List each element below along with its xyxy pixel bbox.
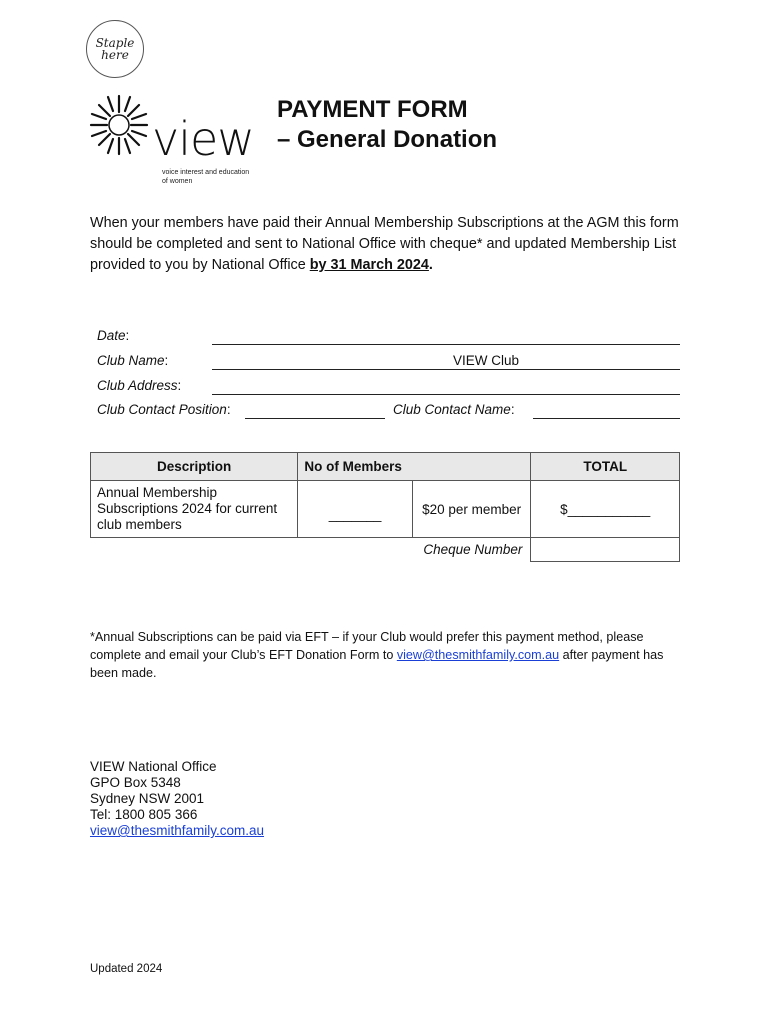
logo-tagline: voice interest and education of women <box>162 169 250 185</box>
contact-name-label: Club Contact Name: <box>393 402 515 417</box>
row-description: Annual Membership Subscriptions 2024 for current club members <box>91 481 298 538</box>
staple-here-badge <box>86 20 144 78</box>
updated-note: Updated 2024 <box>90 963 163 975</box>
header-members: No of Members <box>298 453 531 481</box>
cheque-number-field[interactable] <box>531 538 680 562</box>
form-title-line1: PAYMENT FORM <box>277 96 468 123</box>
intro-end: . <box>428 257 433 273</box>
office-address <box>90 759 264 839</box>
office-name: VIEW National Office <box>90 759 217 774</box>
membership-table <box>90 452 680 562</box>
table-header-row <box>91 453 680 481</box>
club-name-label: Club Name: <box>97 353 169 368</box>
intro-text: When your members have paid their Annual Membership Subscriptions at the AGM this form should be completed and sent to National Office with cheque* and updated Membership List provided to you by National Office <box>90 215 679 273</box>
eft-end: after payment has been made. <box>90 648 664 680</box>
date-label: Date: <box>97 328 130 343</box>
office-tel: Tel: 1800 805 366 <box>90 807 198 822</box>
intro-deadline: by 31 March 2024 <box>309 257 429 273</box>
cheque-number-label: Cheque Number <box>423 542 523 558</box>
members-count-field[interactable]: _______ <box>298 481 412 538</box>
date-field[interactable] <box>212 344 680 345</box>
eft-note <box>90 628 690 682</box>
eft-text: *Annual Subscriptions can be paid via EFT – if your Club would prefer this payment method, please complete and email your Club’s EFT Donation Form to <box>90 630 644 662</box>
office-box: GPO Box 5348 <box>90 775 181 790</box>
view-logo <box>88 92 254 192</box>
club-address-field[interactable] <box>212 394 680 395</box>
contact-position-field[interactable] <box>245 418 385 419</box>
table-row <box>91 481 680 538</box>
header-description: Description <box>91 453 298 481</box>
eft-email-link[interactable]: view@thesmithfamily.com.au <box>396 648 560 662</box>
club-name-field[interactable] <box>212 369 680 370</box>
header-total: TOTAL <box>531 453 680 481</box>
club-address-label: Club Address: <box>97 378 182 393</box>
cheque-row <box>91 538 680 562</box>
logo-word: view <box>152 112 254 166</box>
form-title-line2: – General Donation <box>277 126 498 153</box>
contact-position-label: Club Contact Position: <box>97 402 231 417</box>
staple-line2: here <box>101 48 129 62</box>
total-field[interactable]: $___________ <box>531 481 680 538</box>
club-name-value: VIEW Club <box>453 353 520 368</box>
intro-paragraph <box>90 213 690 276</box>
rate-cell: $20 per member <box>412 481 531 538</box>
contact-name-field[interactable] <box>533 418 680 419</box>
sunburst-icon <box>88 92 150 158</box>
staple-line1: Staple <box>95 36 135 50</box>
form-title <box>277 95 577 155</box>
office-email-link[interactable]: view@thesmithfamily.com.au <box>90 823 265 838</box>
office-city: Sydney NSW 2001 <box>90 791 205 806</box>
